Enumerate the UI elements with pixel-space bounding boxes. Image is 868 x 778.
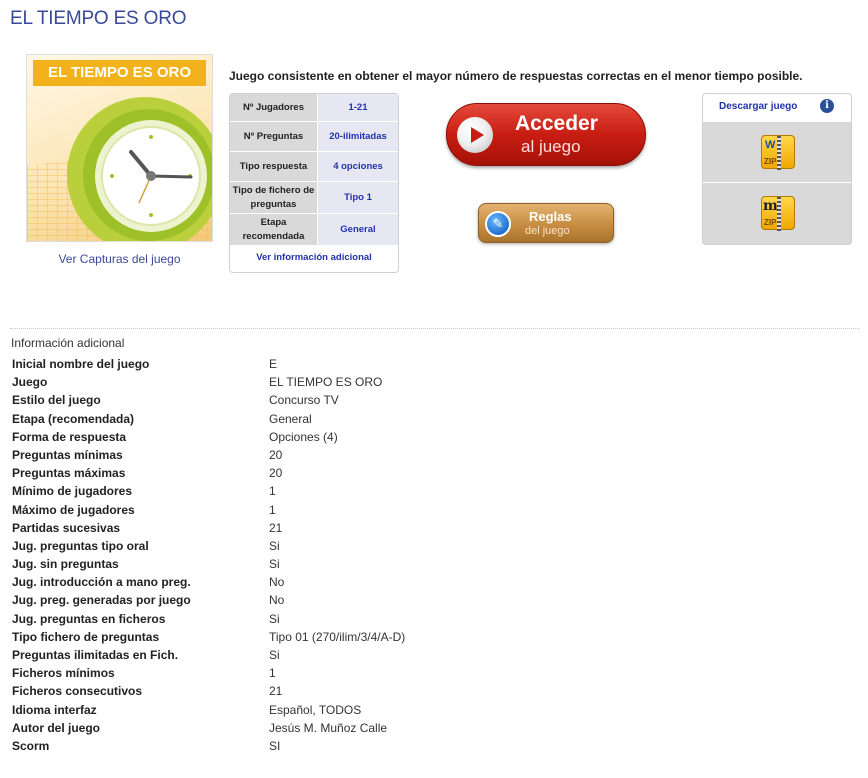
- additional-info-row: [12, 682, 612, 700]
- additional-info-row: [12, 591, 612, 609]
- additional-info-label: Idioma interfaz: [12, 702, 97, 717]
- additional-info-label: Ficheros mínimos: [12, 666, 115, 681]
- access-button-sublabel: al juego: [521, 137, 581, 156]
- additional-info-value: 1: [269, 484, 276, 499]
- additional-info-row: [12, 737, 612, 755]
- additional-info-value: 1: [269, 666, 276, 681]
- additional-info-value: Si: [269, 648, 280, 662]
- rules-button-label: Reglas: [529, 209, 572, 224]
- additional-info-row: [12, 537, 612, 555]
- info-value: General: [318, 214, 398, 245]
- additional-info-label: Jug. sin preguntas: [12, 557, 119, 572]
- additional-info-label: Estilo del juego: [12, 393, 101, 408]
- additional-info-list: [12, 355, 612, 755]
- clock-icon: [27, 85, 213, 242]
- additional-info-label: Máximo de jugadores: [12, 502, 135, 517]
- additional-info-row: [12, 428, 612, 446]
- additional-info-label: Jug. preguntas en ficheros: [12, 611, 166, 626]
- info-icon[interactable]: i: [820, 99, 834, 113]
- info-value: Tipo 1: [318, 182, 398, 213]
- pencil-icon: ✎: [485, 211, 511, 237]
- additional-info-row: [12, 555, 612, 573]
- additional-info-label: Jug. preg. generadas por juego: [12, 593, 191, 608]
- additional-info-row: [12, 610, 612, 628]
- zip-archive-icon[interactable]: [761, 135, 795, 169]
- info-value: 1-21: [318, 94, 398, 121]
- additional-info-label: Jug. preguntas tipo oral: [12, 538, 149, 553]
- zip-label: ZIP: [764, 218, 777, 227]
- additional-info-row: [12, 410, 612, 428]
- game-info-table: [229, 93, 399, 273]
- additional-info-value: General: [269, 411, 312, 426]
- info-value: 20-ilimitadas: [318, 122, 398, 151]
- info-row-players: [230, 94, 398, 122]
- additional-info-label: Etapa (recomendada): [12, 411, 135, 426]
- download-moodle-cell: [703, 182, 851, 243]
- access-game-button[interactable]: [446, 103, 646, 166]
- additional-info-value: Si: [269, 538, 280, 553]
- game-description: Juego consistente en obtener el mayor número de respuestas correctas en el menor tiempo posible.: [229, 69, 803, 83]
- additional-info-label: Preguntas máximas: [12, 466, 126, 481]
- info-row-stage: [230, 214, 398, 246]
- info-row-file-type: [230, 182, 398, 214]
- additional-info-value: Opciones (4): [269, 429, 338, 444]
- moodle-badge: m: [763, 198, 778, 214]
- additional-info-row: [12, 464, 612, 482]
- more-info-link[interactable]: Ver información adicional: [256, 252, 372, 263]
- additional-info-row: [12, 482, 612, 500]
- zip-badge: W: [765, 139, 776, 151]
- download-panel: [702, 93, 852, 245]
- additional-info-value: Concurso TV: [269, 393, 339, 408]
- additional-info-value: Español, TODOS: [269, 702, 362, 717]
- additional-info-row: [12, 701, 612, 719]
- play-icon: [457, 117, 493, 153]
- additional-info-value: 20: [269, 447, 283, 462]
- additional-info-row: [12, 664, 612, 682]
- additional-info-label: Ficheros consecutivos: [12, 684, 143, 699]
- additional-info-value: Jesús M. Muñoz Calle: [269, 720, 388, 735]
- additional-info-row: [12, 628, 612, 646]
- additional-info-row: [12, 519, 612, 537]
- download-label: Descargar juego: [719, 101, 798, 112]
- additional-info-row: [12, 446, 612, 464]
- additional-info-label: Preguntas ilimitadas en Fich.: [12, 648, 179, 662]
- additional-info-label: Inicial nombre del juego: [12, 357, 150, 371]
- info-label: Tipo de fichero de preguntas: [230, 182, 318, 213]
- additional-info-value: Si: [269, 557, 280, 572]
- section-divider: [10, 328, 860, 329]
- download-header: [703, 94, 851, 121]
- screenshots-link[interactable]: Ver Capturas del juego: [58, 252, 181, 266]
- additional-info-value: 21: [269, 684, 283, 699]
- additional-info-label: Mínimo de jugadores: [12, 484, 133, 499]
- additional-info-title: Información adicional: [11, 336, 125, 350]
- game-rules-button[interactable]: [478, 203, 614, 243]
- additional-info-label: Partidas sucesivas: [12, 520, 121, 535]
- additional-info-value: No: [269, 575, 285, 590]
- additional-info-row: [12, 573, 612, 591]
- info-label: Tipo respuesta: [230, 152, 318, 181]
- additional-info-value: E: [269, 357, 278, 371]
- page-title: EL TIEMPO ES ORO: [10, 8, 187, 29]
- moodle-zip-icon[interactable]: [761, 196, 795, 230]
- additional-info-label: Scorm: [12, 738, 50, 753]
- additional-info-label: Juego: [12, 375, 48, 390]
- additional-info-row: [12, 391, 612, 409]
- info-label: Nº Preguntas: [230, 122, 318, 151]
- additional-info-value: 21: [269, 520, 283, 535]
- additional-info-label: Jug. introducción a mano preg.: [12, 575, 191, 590]
- additional-info-label: Forma de respuesta: [12, 429, 127, 444]
- thumbnail-banner: EL TIEMPO ES ORO: [33, 60, 206, 86]
- additional-info-value: No: [269, 593, 285, 608]
- info-value: 4 opciones: [318, 152, 398, 181]
- additional-info-row: [12, 719, 612, 737]
- download-zip-cell: [703, 121, 851, 182]
- rules-button-sublabel: del juego: [525, 225, 570, 237]
- additional-info-row: [12, 355, 612, 373]
- info-label: Etapa recomendada: [230, 214, 318, 245]
- additional-info-value: Tipo 01 (270/ilim/3/4/A-D): [269, 629, 406, 644]
- additional-info-value: EL TIEMPO ES ORO: [269, 375, 383, 390]
- additional-info-label: Autor del juego: [12, 720, 100, 735]
- info-row-questions: [230, 122, 398, 152]
- additional-info-value: SI: [269, 738, 281, 753]
- zip-label: ZIP: [764, 157, 777, 166]
- additional-info-label: Tipo fichero de preguntas: [12, 629, 160, 644]
- additional-info-value: Si: [269, 611, 280, 626]
- info-label: Nº Jugadores: [230, 94, 318, 121]
- additional-info-value: 20: [269, 466, 283, 481]
- additional-info-label: Preguntas mínimas: [12, 447, 123, 462]
- access-button-label: Acceder: [515, 112, 598, 135]
- additional-info-value: 1: [269, 502, 276, 517]
- game-thumbnail[interactable]: [26, 54, 213, 242]
- info-row-answer-type: [230, 152, 398, 182]
- additional-info-row: [12, 373, 612, 391]
- additional-info-row: [12, 501, 612, 519]
- additional-info-row: [12, 646, 612, 664]
